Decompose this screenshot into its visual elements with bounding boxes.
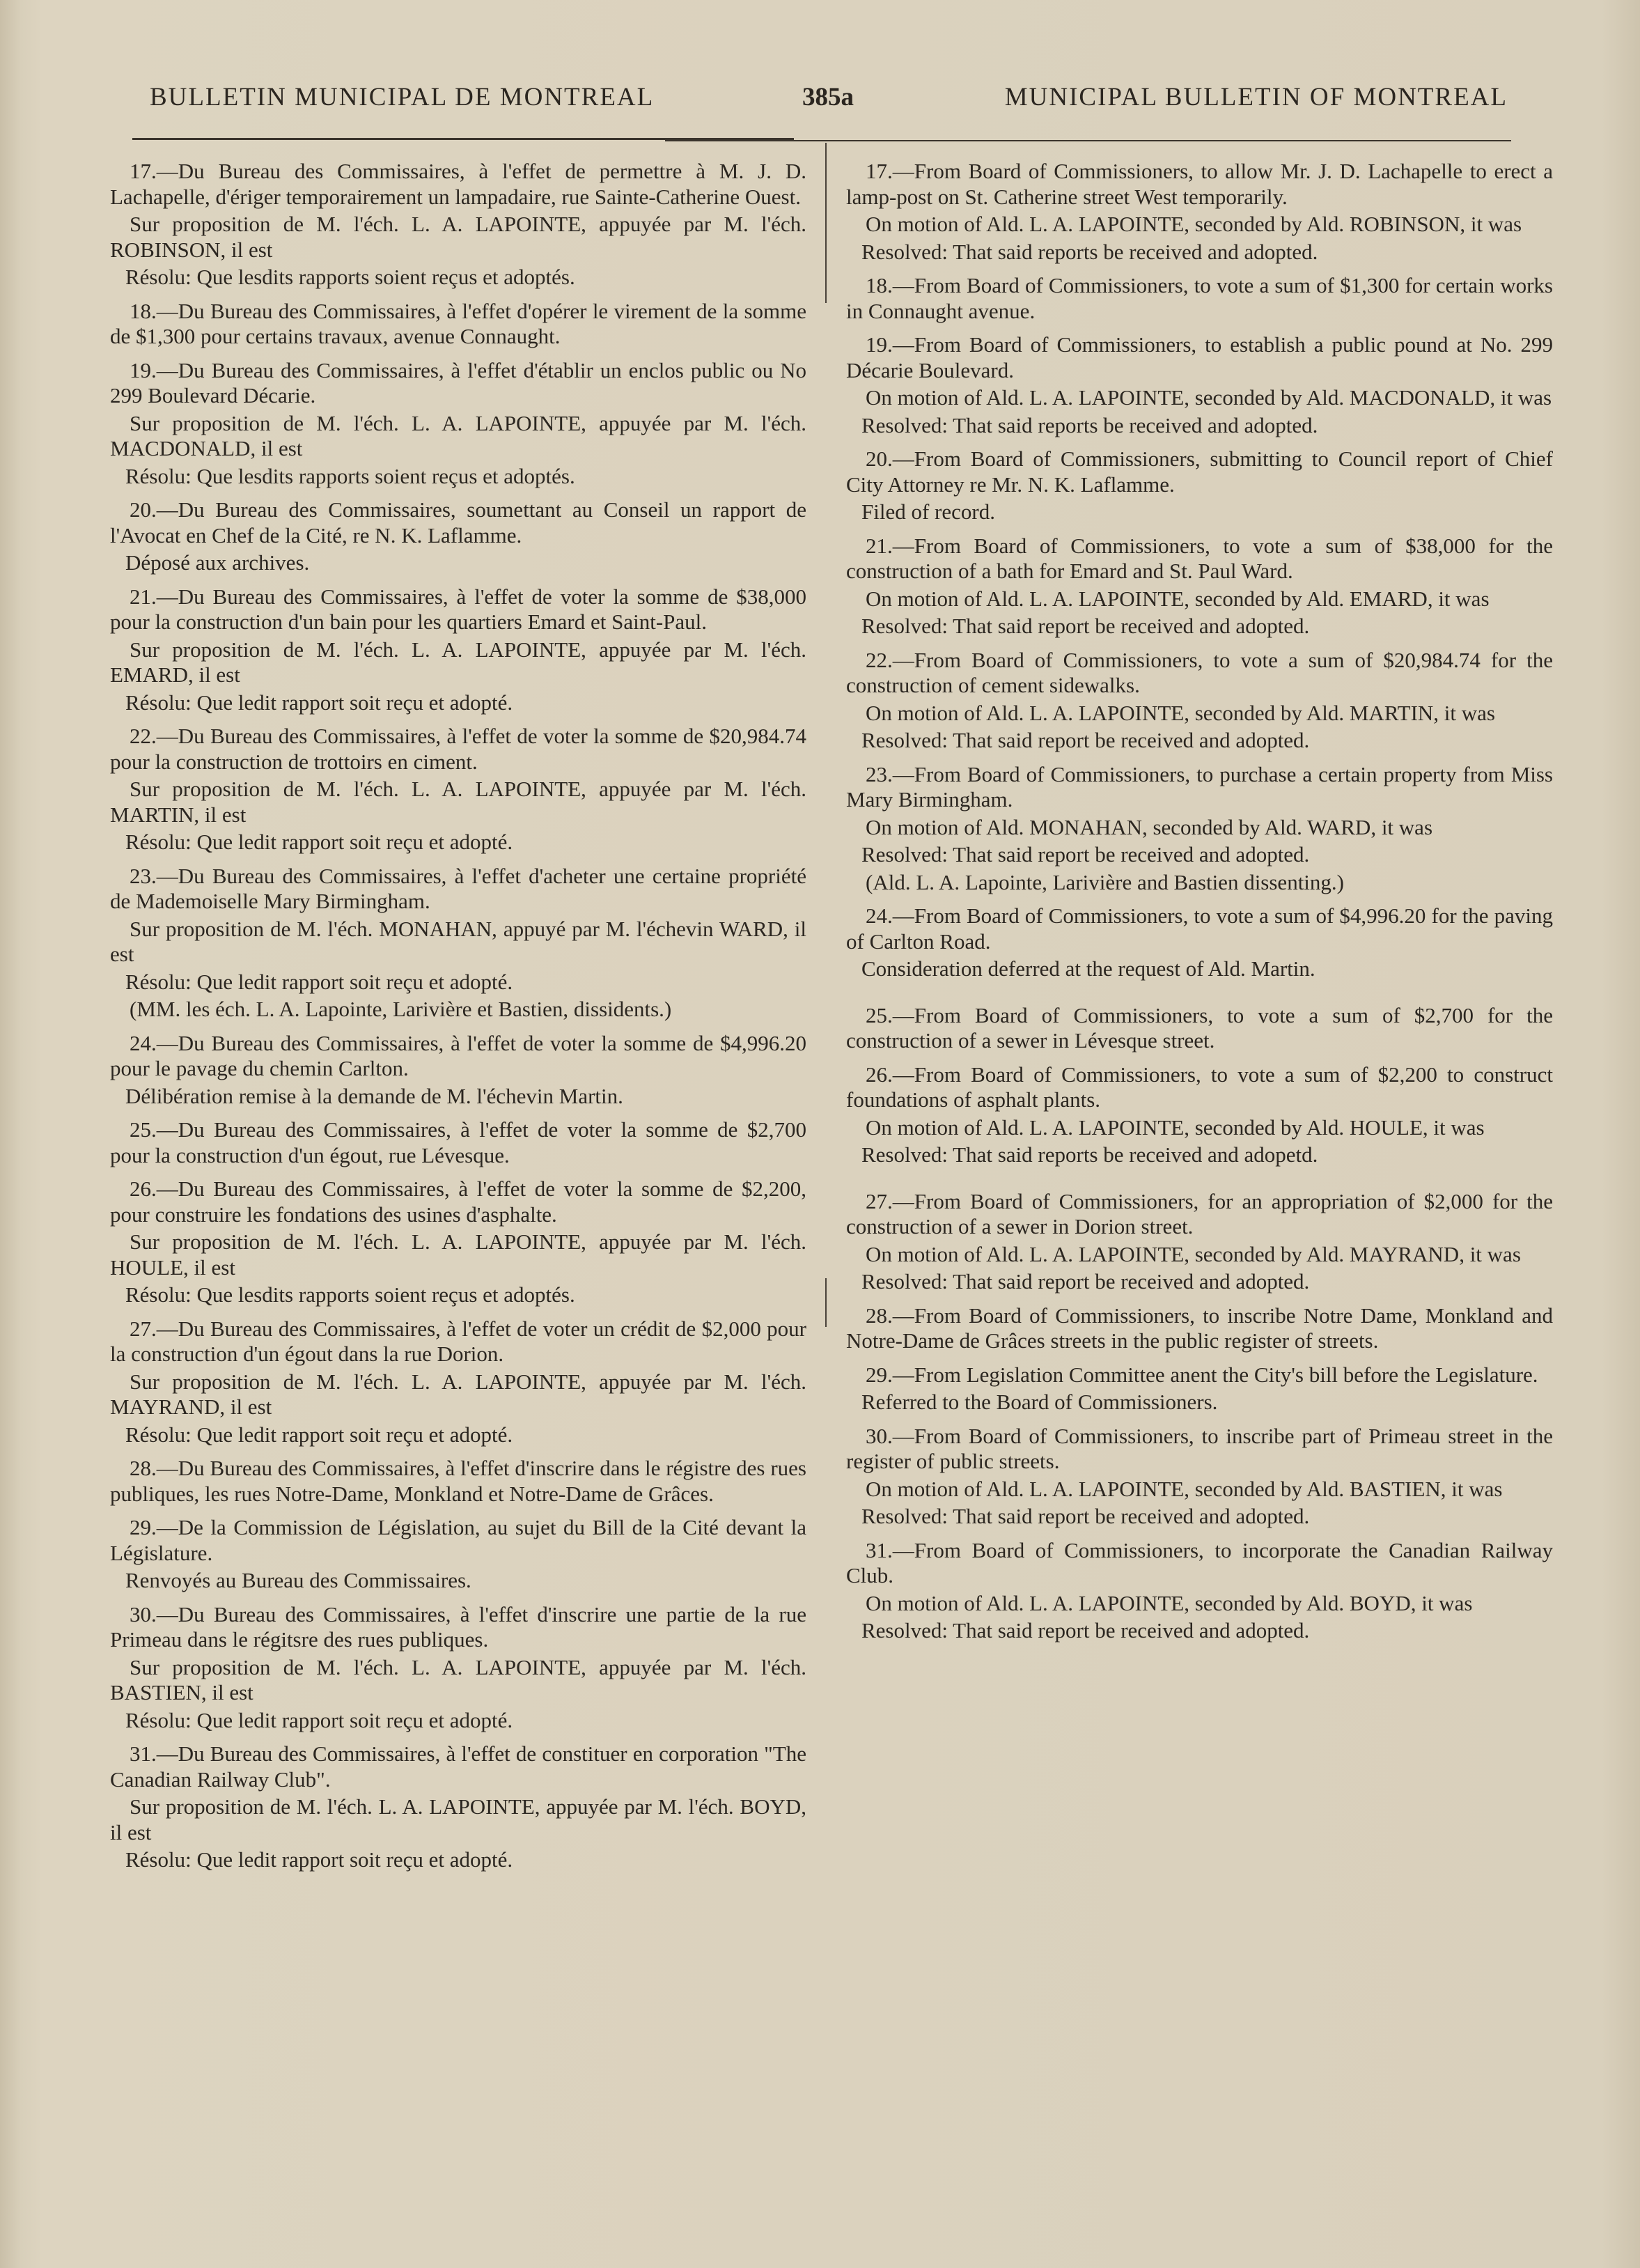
fr-item-24: 24.—Du Bureau des Commissaires, à l'effet de voter la somme de $4,996.20 pour le pavage du chemin Carlton. (110, 1030, 806, 1080)
fr-motion: Sur proposition de M. l'éch. L. A. LAPOINTE, appuyée par M. l'éch. BOYD, il est (110, 1794, 806, 1844)
fr-item-26: 26.—Du Bureau des Commissaires, à l'effet de voter la somme de $2,200, pour construire les fondations des usines d'asphalte. (110, 1176, 806, 1227)
fr-resolution: Résolu: Que ledit rapport soit reçu et adopté. (125, 830, 513, 854)
en-referral: Referred to the Board of Commissioners. (861, 1390, 1218, 1414)
en-item-24: 24.—From Board of Commissioners, to vote a sum of $4,996.20 for the paving of Carlton Road. (846, 903, 1553, 954)
en-resolution: Resolved: That said report be received and adopted. (861, 1269, 1310, 1294)
fr-motion: Sur proposition de M. l'éch. MONAHAN, appuyé par M. l'échevin WARD, il est (110, 916, 806, 966)
en-resolution: Resolved: That said report be received and adopted. (861, 842, 1310, 867)
fr-filed: Déposé aux archives. (125, 550, 310, 575)
fr-item-23: 23.—Du Bureau des Commissaires, à l'effet d'acheter une certaine propriété de Mademoiselle Mary Birmingham. (110, 863, 806, 913)
en-resolution: Resolved: That said report be received and adopted. (861, 1504, 1310, 1528)
fr-resolution: Résolu: Que ledit rapport soit reçu et adopté. (125, 1422, 513, 1447)
fr-resolution: Résolu: Que lesdits rapports soient reçus et adoptés. (125, 1282, 575, 1307)
en-dissent: (Ald. L. A. Lapointe, Larivière and Bastien dissenting.) (866, 869, 1344, 894)
en-item-22: 22.—From Board of Commissioners, to vote a sum of $20,984.74 for the construction of cement sidewalks. (846, 647, 1553, 697)
en-motion: On motion of Ald. L. A. LAPOINTE, seconded by Ald. MACDONALD, it was (866, 385, 1552, 410)
fr-resolution: Résolu: Que ledit rapport soit reçu et adopté. (125, 1707, 513, 1732)
fr-motion: Sur proposition de M. l'éch. L. A. LAPOINTE, appuyée par M. l'éch. MARTIN, il est (110, 777, 806, 827)
fr-item-27: 27.—Du Bureau des Commissaires, à l'effet de voter un crédit de $2,000 pour la construction d'un égout dans la rue Dorion. (110, 1316, 806, 1366)
en-item-23: 23.—From Board of Commissioners, to purchase a certain property from Miss Mary Birmingham. (846, 761, 1553, 811)
en-motion: On motion of Ald. L. A. LAPOINTE, seconded by Ald. ROBINSON, it was (866, 212, 1522, 236)
en-resolution: Resolved: That said report be received and adopted. (861, 1618, 1310, 1642)
en-resolution: Resolved: That said reports be received and adopted. (861, 412, 1318, 437)
fr-motion: Sur proposition de M. l'éch. L. A. LAPOINTE, appuyée par M. l'éch. MAYRAND, il est (110, 1369, 806, 1419)
running-header (150, 82, 1508, 124)
fr-resolution: Résolu: Que ledit rapport soit reçu et adopté. (125, 1847, 513, 1872)
french-column (110, 159, 806, 1875)
fr-dissent: (MM. les éch. L. A. Lapointe, Larivière et Bastien, dissidents.) (130, 997, 672, 1021)
en-item-28: 28.—From Board of Commissioners, to inscribe Notre Dame, Monkland and Notre-Dame de Grâces streets in the public register of streets. (846, 1303, 1553, 1353)
fr-resolution: Résolu: Que lesdits rapports soient reçus et adoptés. (125, 463, 575, 488)
fr-motion: Sur proposition de M. l'éch. L. A. LAPOINTE, appuyée par M. l'éch. HOULE, il est (110, 1229, 806, 1280)
en-motion: On motion of Ald. L. A. LAPOINTE, seconded by Ald. BASTIEN, it was (866, 1476, 1503, 1501)
fr-item-21: 21.—Du Bureau des Commissaires, à l'effet de voter la somme de $38,000 pour la construction d'un bain pour les quartiers Emard et Saint-Paul. (110, 584, 806, 634)
fr-motion: Sur proposition de M. l'éch. L. A. LAPOINTE, appuyée par M. l'éch. BASTIEN, il est (110, 1654, 806, 1704)
fr-item-31: 31.—Du Bureau des Commissaires, à l'effet de constituer en corporation "The Canadian Railway Club". (110, 1741, 806, 1792)
fr-item-20: 20.—Du Bureau des Commissaires, soumettant au Conseil un rapport de l'Avocat en Chef de la Cité, re N. K. Laflamme. (110, 497, 806, 547)
en-motion: On motion of Ald. L. A. LAPOINTE, seconded by Ald. BOYD, it was (866, 1590, 1473, 1615)
fr-motion: Sur proposition de M. l'éch. L. A. LAPOINTE, appuyée par M. l'éch. ROBINSON, il est (110, 212, 806, 262)
en-item-26: 26.—From Board of Commissioners, to vote a sum of $2,200 to construct foundations of asphalt plants. (846, 1062, 1553, 1112)
en-motion: On motion of Ald. L. A. LAPOINTE, seconded by Ald. MARTIN, it was (866, 700, 1495, 725)
en-item-20: 20.—From Board of Commissioners, submitting to Council report of Chief City Attorney re Mr. N. K. Laflamme. (846, 446, 1553, 497)
en-resolution: Resolved: That said reports be received and adopetd. (861, 1142, 1318, 1167)
english-column (846, 159, 1553, 1646)
en-item-29: 29.—From Legislation Committee anent the City's bill before the Legislature. (866, 1362, 1538, 1387)
fr-item-19: 19.—Du Bureau des Commissaires, à l'effet d'établir un enclos public ou No 299 Boulevard Décarie. (110, 357, 806, 407)
fr-item-25: 25.—Du Bureau des Commissaires, à l'effet de voter la somme de $2,700 pour la construction d'un égout, rue Lévesque. (110, 1117, 806, 1167)
header-english-title: MUNICIPAL BULLETIN OF MONTREAL (1004, 83, 1508, 111)
fr-item-18: 18.—Du Bureau des Commissaires, à l'effet d'opérer le virement de la somme de $1,300 pour certains travaux, avenue Connaught. (110, 298, 806, 348)
en-item-19: 19.—From Board of Commissioners, to establish a public pound at No. 299 Décarie Boulevard. (846, 332, 1553, 382)
fr-resolution: Résolu: Que lesdits rapports soient reçus et adoptés. (125, 265, 575, 289)
column-divider-lower (825, 1278, 827, 1327)
fr-item-30: 30.—Du Bureau des Commissaires, à l'effet d'inscrire une partie de la rue Primeau dans le régitsre des rues publiques. (110, 1601, 806, 1652)
fr-item-22: 22.—Du Bureau des Commissaires, à l'effet de voter la somme de $20,984.74 pour la construction de trottoirs en ciment. (110, 724, 806, 774)
fr-item-17: 17.—Du Bureau des Commissaires, à l'effet de permettre à M. J. D. Lachapelle, d'ériger temporairement un lampadaire, rue Sainte-Catherine Ouest. (110, 159, 806, 209)
en-motion: On motion of Ald. L. A. LAPOINTE, seconded by Ald. MAYRAND, it was (866, 1241, 1521, 1266)
en-filed: Filed of record. (861, 499, 995, 524)
en-item-27: 27.—From Board of Commissioners, for an appropriation of $2,000 for the construction of a sewer in Dorion street. (846, 1188, 1553, 1238)
en-deferral: Consideration deferred at the request of Ald. Martin. (861, 956, 1315, 981)
fr-deferral: Délibération remise à la demande de M. l'échevin Martin. (125, 1083, 623, 1108)
en-motion: On motion of Ald. L. A. LAPOINTE, seconded by Ald. EMARD, it was (866, 586, 1490, 611)
page-number: 385a (802, 83, 854, 111)
en-motion: On motion of Ald. L. A. LAPOINTE, seconded by Ald. HOULE, it was (866, 1114, 1485, 1140)
en-resolution: Resolved: That said report be received and adopted. (861, 728, 1310, 752)
header-french-title: BULLETIN MUNICIPAL DE MONTREAL (150, 83, 655, 111)
en-resolution: Resolved: That said report be received and adopted. (861, 614, 1310, 638)
column-divider (825, 143, 827, 303)
en-item-31: 31.—From Board of Commissioners, to incorporate the Canadian Railway Club. (846, 1537, 1553, 1587)
fr-referral: Renvoyés au Bureau des Commissaires. (125, 1568, 471, 1592)
fr-motion: Sur proposition de M. l'éch. L. A. LAPOINTE, appuyée par M. l'éch. MACDONALD, il est (110, 410, 806, 460)
fr-item-28: 28.—Du Bureau des Commissaires, à l'effet d'inscrire dans le régistre des rues publiques, les rues Notre-Dame, Monkland et Notre-Dame de Grâces. (110, 1456, 806, 1506)
fr-resolution: Résolu: Que ledit rapport soit reçu et adopté. (125, 690, 513, 715)
en-resolution: Resolved: That said reports be received and adopted. (861, 239, 1318, 264)
en-item-18: 18.—From Board of Commissioners, to vote a sum of $1,300 for certain works in Connaught avenue. (846, 273, 1553, 323)
fr-motion: Sur proposition de M. l'éch. L. A. LAPOINTE, appuyée par M. l'éch. EMARD, il est (110, 637, 806, 687)
en-motion: On motion of Ald. MONAHAN, seconded by Ald. WARD, it was (866, 814, 1433, 839)
en-item-17: 17.—From Board of Commissioners, to allow Mr. J. D. Lachapelle to erect a lamp-post on St. Catherine street West temporarily. (846, 159, 1553, 209)
en-item-25: 25.—From Board of Commissioners, to vote a sum of $2,700 for the construction of a sewer in Lévesque street. (846, 1002, 1553, 1053)
en-item-30: 30.—From Board of Commissioners, to inscribe part of Primeau street in the register of public streets. (846, 1423, 1553, 1473)
fr-resolution: Résolu: Que ledit rapport soit reçu et adopté. (125, 969, 513, 994)
en-item-21: 21.—From Board of Commissioners, to vote a sum of $38,000 for the construction of a bath for Emard and St. Paul Ward. (846, 533, 1553, 583)
header-rule-right (665, 140, 1511, 141)
fr-item-29: 29.—De la Commission de Législation, au sujet du Bill de la Cité devant la Législature. (110, 1515, 806, 1565)
